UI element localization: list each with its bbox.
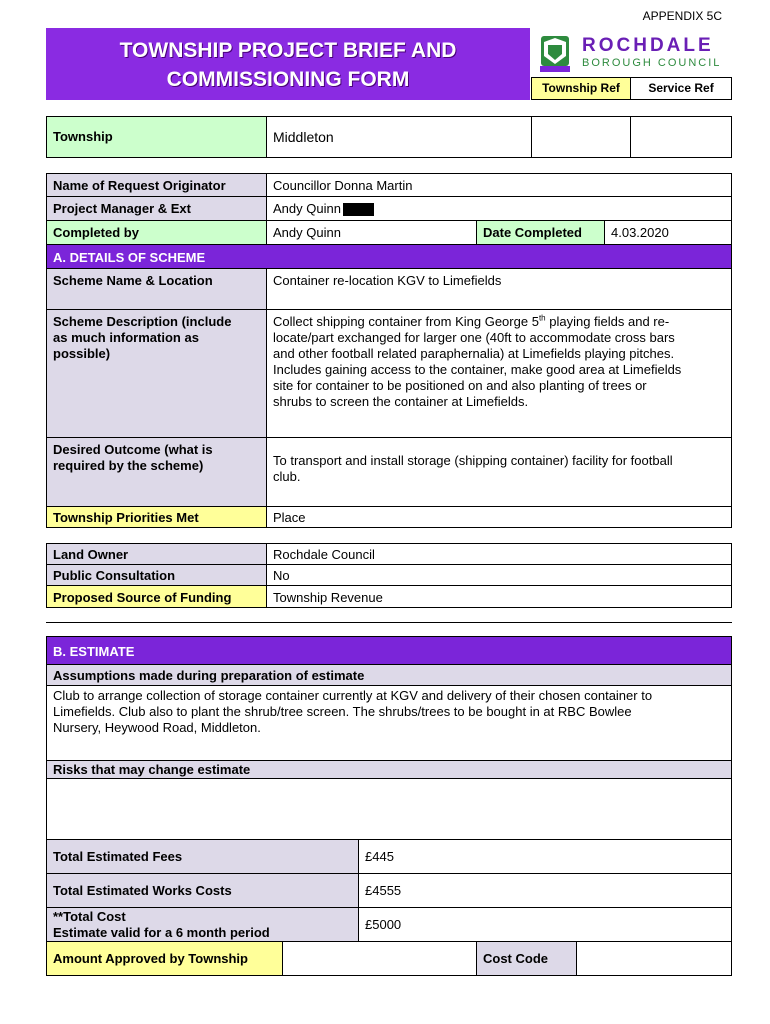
originator-label: Name of Request Originator — [46, 173, 267, 197]
assumption-line: Club to arrange collection of storage container currently at KGV and delivery of their chosen container to — [53, 688, 653, 703]
date-completed-value: 4.03.2020 — [604, 220, 732, 245]
desc-line: locate/part exchanged for larger one (40ft to accommodate cross bars — [273, 330, 675, 345]
pm-value: Andy Quinn — [273, 201, 341, 216]
funding-source-label: Proposed Source of Funding — [46, 585, 267, 608]
total-cost-label — [46, 907, 359, 942]
service-ref-field[interactable] — [630, 116, 732, 158]
completed-by-label: Completed by — [46, 220, 267, 245]
works-costs-label: Total Estimated Works Costs — [46, 873, 359, 908]
desc-line: shrubs to screen the container at Limefields. — [273, 394, 529, 409]
township-priorities-label: Township Priorities Met — [46, 506, 267, 528]
pm-value-cell — [266, 196, 732, 221]
township-ref-field[interactable] — [531, 116, 631, 158]
township-ref-label: Township Ref — [531, 77, 631, 100]
land-owner-label: Land Owner — [46, 543, 267, 565]
desc-line: Includes gaining access to the container, make good area at Limefields — [273, 362, 682, 377]
township-value: Middleton — [266, 116, 532, 158]
council-logo — [538, 32, 734, 76]
assumptions-value — [46, 685, 732, 761]
logo-name: ROCHDALE — [582, 35, 714, 56]
amount-approved-label: Amount Approved by Township — [46, 941, 283, 976]
section-b-heading: B. ESTIMATE — [46, 636, 732, 665]
outcome-line: To transport and install storage (shipping container) facility for football — [273, 453, 673, 468]
township-priorities-value: Place — [266, 506, 732, 528]
crest-icon — [538, 34, 572, 74]
page-title — [46, 28, 530, 100]
desc-line: site for container to be positioned on and also planting of trees or — [273, 378, 647, 393]
title-line-2: COMMISSIONING FORM — [166, 68, 410, 91]
total-fees-value: £445 — [358, 839, 732, 874]
assumption-line: Nursery, Heywood Road, Middleton. — [53, 720, 261, 735]
logo-subtitle: BOROUGH COUNCIL — [582, 57, 722, 69]
outcome-line: club. — [273, 469, 301, 484]
scheme-name-value: Container re-location KGV to Limefields — [266, 268, 732, 310]
amount-approved-field[interactable] — [282, 941, 477, 976]
funding-source-value: Township Revenue — [266, 585, 732, 608]
service-ref-label: Service Ref — [630, 77, 732, 100]
date-completed-label: Date Completed — [476, 220, 605, 245]
desc-label-line: Scheme Description (include — [53, 314, 232, 329]
desc-line: and other football related paraphernalia) at Limefields playing pitches. — [273, 346, 675, 361]
appendix-label: APPENDIX 5C — [642, 9, 722, 23]
title-line-1: TOWNSHIP PROJECT BRIEF AND — [119, 39, 457, 62]
public-consultation-label: Public Consultation — [46, 564, 267, 586]
scheme-description-value — [266, 309, 732, 438]
outcome-label-line: required by the scheme) — [53, 458, 204, 473]
originator-value: Councillor Donna Martin — [266, 173, 732, 197]
total-cost-label-line: **Total Cost — [53, 909, 126, 924]
desc-label-line: possible) — [53, 346, 111, 361]
total-fees-label: Total Estimated Fees — [46, 839, 359, 874]
total-cost-label-line: Estimate valid for a 6 month period — [53, 925, 270, 940]
assumptions-label: Assumptions made during preparation of estimate — [46, 664, 732, 686]
risks-value[interactable] — [46, 778, 732, 840]
cost-code-field[interactable] — [576, 941, 732, 976]
redaction-block — [343, 203, 374, 216]
desc-line: Collect shipping container from King George 5th playing fields and re- — [273, 313, 670, 329]
pm-label: Project Manager & Ext — [46, 196, 267, 221]
cost-code-label: Cost Code — [476, 941, 577, 976]
scheme-name-label: Scheme Name & Location — [46, 268, 267, 310]
desc-label-line: as much information as — [53, 330, 199, 345]
section-a-heading: A. DETAILS OF SCHEME — [46, 244, 732, 269]
assumption-line: Limefields. Club also to plant the shrub/tree screen. The shrubs/trees to be bought in at RBC Bowlee — [53, 704, 632, 719]
completed-by-value: Andy Quinn — [266, 220, 477, 245]
land-owner-value: Rochdale Council — [266, 543, 732, 565]
works-costs-value: £4555 — [358, 873, 732, 908]
township-label: Township — [46, 116, 267, 158]
total-cost-value: £5000 — [358, 907, 732, 942]
outcome-label-line: Desired Outcome (what is — [53, 442, 213, 457]
risks-label: Risks that may change estimate — [46, 760, 732, 779]
public-consultation-value: No — [266, 564, 732, 586]
divider — [46, 622, 732, 623]
desired-outcome-value — [266, 437, 732, 507]
desired-outcome-label — [46, 437, 267, 507]
scheme-description-label — [46, 309, 267, 438]
